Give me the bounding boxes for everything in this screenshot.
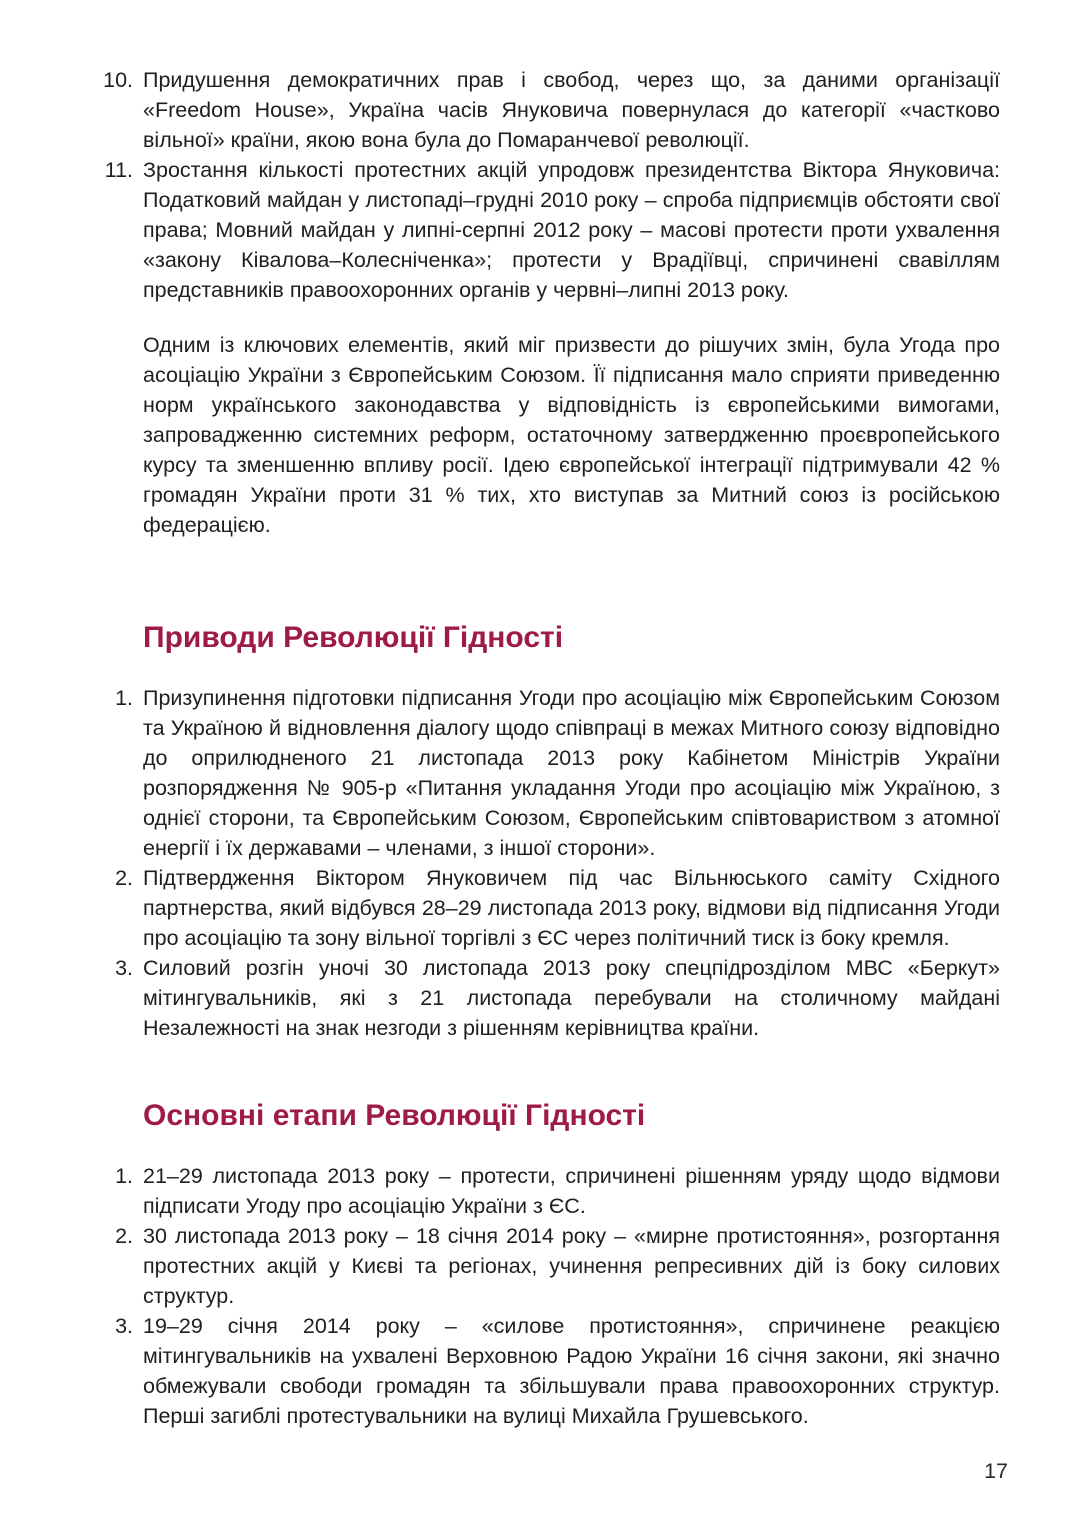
list-item [90, 683, 1000, 863]
list-item-text: 19–29 січня 2014 року – «силове протистояння», спричинене реакцією мітингувальників на ухвалені Верховною Радою України 16 січня закони, які значно обмежували свободи громадян та збільшували права правоохоронних структур. Перші загиблі протестувальники на вулиці Михайла Грушевського. [143, 1314, 1000, 1428]
list-item-number: 3. [115, 1314, 133, 1338]
list-item-text: Силовий розгін уночі 30 листопада 2013 року спецпідрозділом МВС «Беркут» мітингувальників, які з 21 листопада перебували на столичному майдані Незалежності на знак незгоди з рішенням керівництва країни. [143, 956, 1000, 1040]
list-item [90, 1161, 1000, 1221]
list-item [90, 953, 1000, 1043]
section-title-prychody: Приводи Революції Гідності [143, 621, 564, 654]
numbered-list-etapy [90, 1161, 1000, 1431]
list-item-text: Придушення демократичних прав і свобод, через що, за даними організації «Freedom House», Україна часів Януковича повернулася до категорії «частково вільної» країни, якою вона була до Помаранчевої революції. [143, 68, 1000, 152]
body-paragraph: Одним із ключових елементів, який міг призвести до рішучих змін, була Угода про асоціацію України з Європейським Союзом. Її підписання мало сприяти приведенню норм українського законодавства у відповідність із європейськими вимогами, запровадженню системних реформ, остаточному затвердженню проєвропейського курсу та зменшенню впливу росії. Ідею європейської інтеграції підтримували 42 % громадян України проти 31 % тих, хто виступав за Митний союз із російською федерацією. [143, 333, 1000, 537]
list-item-number: 3. [115, 956, 133, 980]
list-item-11 [90, 155, 1000, 305]
numbered-list-continued [90, 65, 1000, 305]
list-item-text: 30 листопада 2013 року – 18 січня 2014 року – «мирне протистояння», розгортання протестних акцій у Києві та регіонах, учинення репресивних дій із боку силових структур. [143, 1224, 1000, 1308]
list-item [90, 1221, 1000, 1311]
list-item-text: 21–29 листопада 2013 року – протести, спричинені рішенням уряду щодо відмови підписати Угоду про асоціацію України з ЄС. [143, 1164, 1000, 1218]
section-title-etapy: Основні етапи Революції Гідності [143, 1099, 646, 1132]
list-item-10 [90, 65, 1000, 155]
list-item-text: Зростання кількості протестних акцій упродовж президентства Віктора Януковича: Податковий майдан у листопаді–грудні 2010 року – спроба підприємців обстояти свої права; Мовний майдан у липні-серпні 2012 року – масові протести проти ухвалення «закону Ківалова–Колесніченка»; протести у Врадіївці, спричинені свавіллям представників правоохоронних органів у червні–липні 2013 року. [143, 158, 1000, 302]
numbered-list-prychody [90, 683, 1000, 1043]
list-item-number: 1. [115, 686, 133, 710]
list-item-number: 1. [115, 1164, 133, 1188]
list-item-text: Призупинення підготовки підписання Угоди про асоціацію між Європейським Союзом та Україною й відновлення діалогу щодо співпраці в межах Митного союзу відповідно до оприлюдненого 21 листопада 2013 року Кабінетом Міністрів України розпорядження № 905-р «Питання укладання Угоди про асоціацію між Україною, з однієї сторони, та Європейським Союзом, Європейським співтовариством з атомної енергії і їх державами – членами, з іншої сторони». [143, 686, 1000, 860]
list-item-number: 11. [104, 158, 133, 182]
list-item [90, 863, 1000, 953]
list-item-text: Підтвердження Віктором Януковичем під час Вільнюського саміту Східного партнерства, який відбувся 28–29 листопада 2013 року, відмови від підписання Угоди про асоціацію та зону вільної торгівлі з ЄС через політичний тиск із боку кремля. [143, 866, 1000, 950]
list-item-number: 10. [103, 68, 133, 92]
list-item [90, 1311, 1000, 1431]
list-item-number: 2. [115, 1224, 133, 1248]
page-content [90, 65, 1000, 1431]
page-number: 17 [984, 1459, 1008, 1483]
list-item-number: 2. [115, 866, 133, 890]
